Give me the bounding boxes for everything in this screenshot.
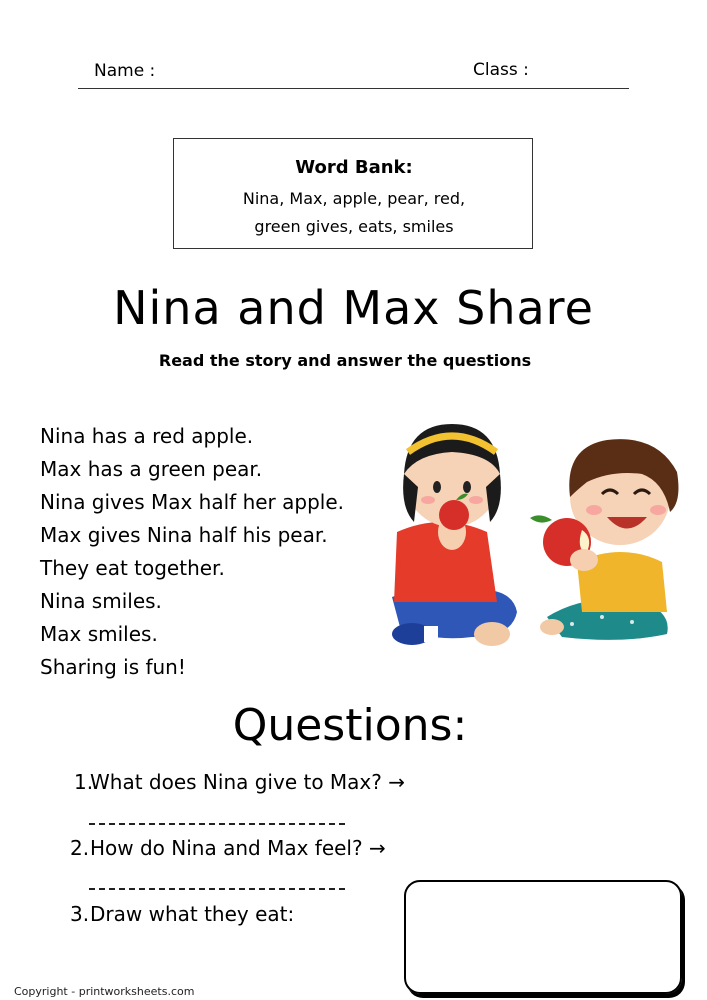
girl-eating-apple-illustration	[392, 424, 517, 646]
question-text: What does Nina give to Max? →	[90, 770, 405, 794]
name-label: Name :	[94, 61, 156, 81]
word-bank-box	[173, 138, 533, 249]
story-text	[40, 420, 344, 684]
page-title: Nina and Max Share	[113, 281, 594, 335]
boy-eating-apple-illustration	[530, 439, 678, 640]
question-number: 3.	[70, 902, 90, 926]
story-line: Sharing is fun!	[40, 655, 186, 679]
story-line: They eat together.	[40, 556, 225, 580]
story-line: Max smiles.	[40, 622, 158, 646]
word-bank-title: Word Bank:	[295, 157, 413, 178]
header-divider	[78, 88, 629, 89]
answer-line[interactable]	[89, 823, 345, 826]
class-label: Class :	[473, 60, 529, 80]
question-number: 2.	[70, 836, 90, 860]
question-number: 1.	[74, 770, 94, 794]
story-line: Max has a green pear.	[40, 457, 263, 481]
page-subtitle: Read the story and answer the questions	[158, 351, 532, 370]
word-bank-line: green gives, eats, smiles	[254, 217, 454, 236]
questions-heading: Questions:	[232, 700, 468, 751]
question-text: How do Nina and Max feel? →	[90, 836, 386, 860]
story-line: Nina gives Max half her apple.	[40, 490, 344, 514]
word-bank-line: Nina, Max, apple, pear, red,	[242, 189, 466, 208]
story-line: Nina smiles.	[40, 589, 162, 613]
story-line: Nina has a red apple.	[40, 424, 254, 448]
children-illustration	[372, 412, 697, 652]
drawing-box[interactable]	[404, 880, 682, 994]
copyright-text: Copyright - printworksheets.com	[14, 985, 195, 998]
question-text: Draw what they eat:	[90, 902, 295, 926]
answer-line[interactable]	[89, 888, 345, 891]
story-line: Max gives Nina half his pear.	[40, 523, 328, 547]
